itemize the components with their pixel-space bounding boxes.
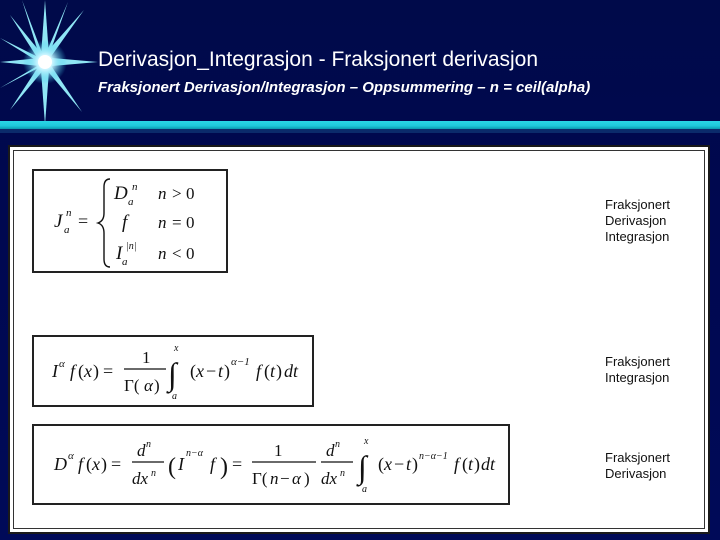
svg-text:(: ( bbox=[378, 454, 384, 474]
label-integration-integrasjon: Integrasjon bbox=[605, 370, 670, 385]
svg-text:x: x bbox=[92, 454, 100, 474]
svg-text:0: 0 bbox=[186, 244, 195, 263]
integral-formula-box bbox=[32, 335, 314, 407]
svg-text:a: a bbox=[172, 391, 177, 402]
svg-text:dx: dx bbox=[321, 469, 338, 488]
label-integration-fraksjonert: Fraksjonert bbox=[605, 354, 671, 369]
svg-text:dt: dt bbox=[284, 361, 299, 381]
svg-text:t: t bbox=[468, 454, 474, 474]
svg-text:n: n bbox=[146, 439, 151, 450]
integral-formula bbox=[34, 337, 312, 405]
svg-text:0: 0 bbox=[186, 213, 195, 232]
svg-text:D: D bbox=[54, 454, 67, 474]
svg-text:1: 1 bbox=[274, 441, 283, 460]
svg-text:−: − bbox=[280, 469, 290, 488]
svg-text:dt: dt bbox=[481, 454, 496, 474]
svg-text:x: x bbox=[84, 361, 92, 381]
svg-text:a: a bbox=[362, 484, 367, 495]
svg-text:d: d bbox=[137, 441, 146, 460]
label-summary-derivasjon: Derivasjon bbox=[605, 213, 667, 228]
svg-text:a: a bbox=[64, 224, 70, 236]
header-divider-shadow bbox=[0, 129, 720, 133]
svg-text:α−1: α−1 bbox=[231, 356, 250, 368]
svg-text:): ) bbox=[412, 454, 418, 474]
svg-text:): ) bbox=[154, 376, 160, 395]
svg-text:Γ(: Γ( bbox=[124, 376, 140, 395]
svg-text:I: I bbox=[116, 243, 123, 264]
svg-text:n: n bbox=[158, 213, 167, 232]
svg-text:1: 1 bbox=[142, 348, 151, 367]
svg-text:): ) bbox=[474, 454, 480, 474]
label-summary-integrasjon: Integrasjon bbox=[605, 229, 670, 244]
svg-text:x: x bbox=[384, 454, 392, 474]
svg-text:x: x bbox=[174, 343, 179, 354]
svg-text:x: x bbox=[196, 361, 204, 381]
svg-text:n: n bbox=[270, 469, 279, 488]
svg-text:∫: ∫ bbox=[168, 356, 177, 392]
svg-text:n: n bbox=[66, 207, 72, 219]
svg-text:f: f bbox=[122, 212, 128, 233]
svg-text:I: I bbox=[52, 361, 58, 381]
svg-text:a: a bbox=[128, 196, 134, 208]
svg-text:): ) bbox=[101, 454, 107, 474]
svg-text:n: n bbox=[340, 468, 345, 479]
svg-text:α: α bbox=[59, 358, 65, 370]
svg-text:α: α bbox=[292, 469, 301, 488]
svg-text:): ) bbox=[304, 469, 310, 488]
svg-text:n: n bbox=[158, 184, 167, 203]
svg-text:α: α bbox=[144, 376, 153, 395]
svg-text:(: ( bbox=[462, 454, 468, 474]
svg-text:f: f bbox=[70, 361, 76, 381]
svg-text:D: D bbox=[114, 183, 128, 204]
piecewise-formula-box bbox=[32, 169, 228, 273]
header-divider-bar bbox=[0, 121, 720, 129]
svg-text:x: x bbox=[364, 436, 369, 447]
svg-text:Γ(: Γ( bbox=[252, 469, 268, 488]
svg-text:0: 0 bbox=[186, 184, 195, 203]
svg-text:(: ( bbox=[190, 361, 196, 381]
svg-text:=: = bbox=[111, 454, 122, 474]
page-title: Derivasjon_Integrasjon - Fraksjonert derivasjon bbox=[98, 48, 539, 71]
svg-text:a: a bbox=[122, 256, 128, 268]
svg-text:): ) bbox=[224, 361, 230, 381]
svg-text:t: t bbox=[406, 454, 412, 474]
svg-text:(: ( bbox=[168, 454, 176, 480]
svg-text:=: = bbox=[103, 361, 114, 381]
svg-text:f: f bbox=[454, 454, 460, 474]
svg-text:=: = bbox=[172, 213, 182, 232]
svg-text:n−α−1: n−α−1 bbox=[419, 451, 448, 462]
derivative-formula-box bbox=[32, 424, 510, 505]
svg-text:J: J bbox=[54, 211, 63, 232]
svg-text:f: f bbox=[210, 454, 216, 474]
derivative-formula bbox=[34, 426, 508, 503]
svg-text:(: ( bbox=[264, 361, 270, 381]
svg-text:dx: dx bbox=[132, 469, 149, 488]
svg-text:n: n bbox=[151, 468, 156, 479]
svg-text:=: = bbox=[232, 454, 243, 474]
page-subtitle: Fraksjonert Derivasjon/Integrasjon – Oppsummering – n = ceil(alpha) bbox=[98, 79, 591, 96]
svg-text:−: − bbox=[394, 454, 405, 474]
svg-text:∫: ∫ bbox=[358, 449, 367, 485]
svg-text:n−α: n−α bbox=[186, 448, 203, 459]
label-derivation-fraksjonert: Fraksjonert bbox=[605, 450, 671, 465]
svg-text:n: n bbox=[158, 244, 167, 263]
slide-content-panel bbox=[8, 145, 710, 534]
svg-text:n: n bbox=[335, 439, 340, 450]
svg-text:): ) bbox=[93, 361, 99, 381]
svg-text:f: f bbox=[256, 361, 262, 381]
piecewise-formula bbox=[34, 171, 226, 271]
svg-text:n: n bbox=[132, 181, 138, 193]
label-summary-fraksjonert: Fraksjonert bbox=[605, 197, 671, 212]
svg-text:−: − bbox=[206, 361, 217, 381]
svg-text:>: > bbox=[172, 184, 182, 203]
svg-text:(: ( bbox=[86, 454, 92, 474]
svg-text:d: d bbox=[326, 441, 335, 460]
svg-text:<: < bbox=[172, 244, 182, 263]
svg-text:t: t bbox=[270, 361, 276, 381]
svg-text:α: α bbox=[68, 450, 74, 462]
svg-text:=: = bbox=[78, 211, 89, 231]
svg-text:f: f bbox=[78, 454, 84, 474]
svg-text:): ) bbox=[276, 361, 282, 381]
svg-text:): ) bbox=[220, 454, 228, 480]
svg-text:(: ( bbox=[78, 361, 84, 381]
svg-text:t: t bbox=[218, 361, 224, 381]
svg-text:I: I bbox=[178, 454, 184, 474]
svg-text:|n|: |n| bbox=[126, 241, 137, 252]
label-derivation-derivasjon: Derivasjon bbox=[605, 466, 667, 481]
